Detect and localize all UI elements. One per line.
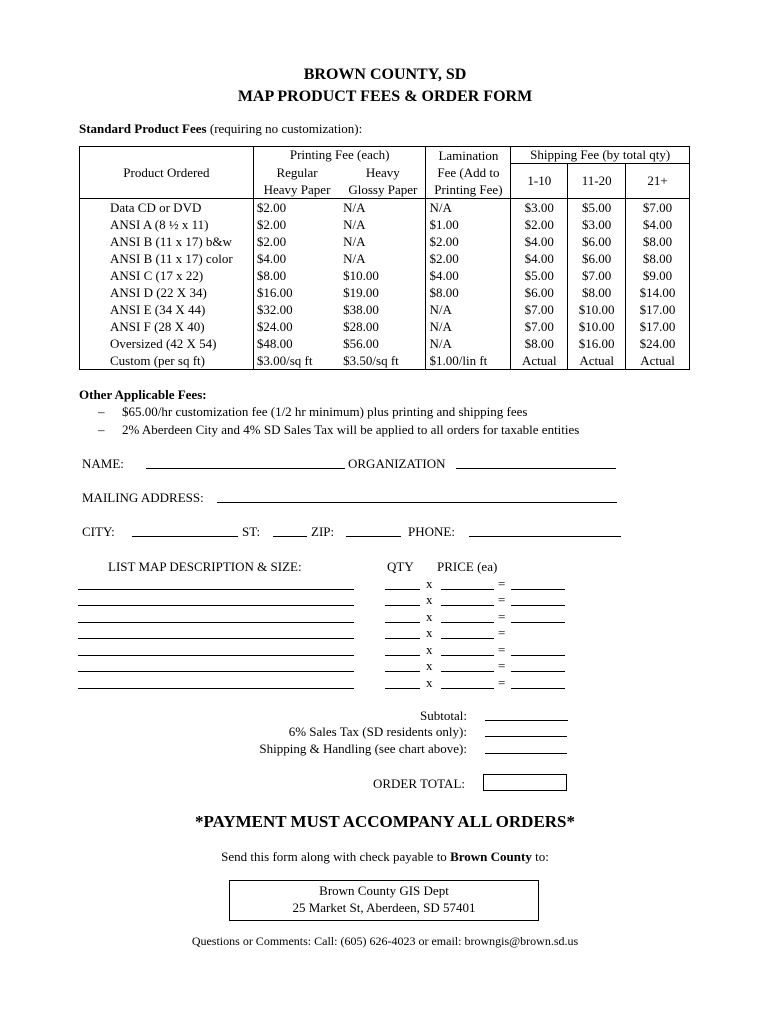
row-lam: N/A	[429, 319, 452, 334]
shipping-label: Shipping & Handling (see chart above):	[259, 741, 467, 756]
mailing-address-label: MAILING ADDRESS:	[82, 490, 204, 505]
row-regular: $4.00	[256, 251, 287, 266]
subtotal-label: Subtotal:	[420, 708, 467, 723]
other-fee-2: 2% Aberdeen City and 4% SD Sales Tax will be applied to all orders for taxable entities	[122, 422, 580, 437]
row-lam: $1.00/lin ft	[429, 353, 488, 368]
row-ship: $7.00	[642, 200, 673, 215]
organization-field[interactable]	[456, 468, 616, 469]
mailing-address-box	[229, 880, 539, 921]
row-lam: N/A	[429, 302, 452, 317]
name-field[interactable]	[146, 468, 345, 469]
row-lam: N/A	[429, 336, 452, 351]
col-ship-2	[568, 199, 626, 370]
line-total-field[interactable]	[511, 605, 565, 606]
header-printing: Printing Fee (each)	[253, 147, 426, 164]
row-ship: $3.00	[524, 200, 554, 215]
price-field[interactable]	[441, 688, 494, 689]
footer-contact: Questions or Comments: Call: (605) 626-4023 or email: browngis@brown.sd.us	[191, 934, 579, 948]
line-total-field[interactable]	[511, 622, 565, 623]
col-lamination	[426, 199, 511, 370]
description-field[interactable]	[78, 638, 354, 639]
row-ship: $24.00	[639, 336, 676, 351]
phone-field[interactable]	[469, 536, 621, 537]
subtotal-field[interactable]	[485, 720, 568, 721]
other-fee-1: $65.00/hr customization fee (1/2 hr minimum) plus printing and shipping fees	[122, 404, 528, 419]
address-line-1: Brown County GIS Dept	[319, 883, 449, 898]
standard-fees-bold: Standard Product Fees	[79, 121, 207, 136]
row-lam: $1.00	[429, 217, 459, 232]
qty-field[interactable]	[385, 605, 420, 606]
times-sign: x	[426, 675, 433, 690]
description-field[interactable]	[78, 688, 354, 689]
price-field[interactable]	[441, 589, 494, 590]
row-regular: $3.00/sq ft	[256, 353, 313, 368]
order-total-label: ORDER TOTAL:	[372, 776, 465, 791]
row-product: ANSI B (11 x 17) color	[110, 251, 233, 266]
times-sign: x	[426, 625, 433, 640]
col-ship-1	[511, 199, 568, 370]
line-total-field[interactable]	[511, 655, 565, 656]
row-regular: $48.00	[256, 336, 293, 351]
row-glossy: N/A	[343, 200, 366, 215]
row-lam: $4.00	[429, 268, 459, 283]
row-regular: $16.00	[256, 285, 293, 300]
row-product: Data CD or DVD	[110, 200, 202, 215]
row-ship: $17.00	[639, 319, 676, 334]
state-label: ST:	[242, 524, 261, 539]
equals-sign: =	[498, 642, 506, 657]
other-fees-heading: Other Applicable Fees:	[79, 387, 207, 402]
row-ship: $2.00	[524, 217, 554, 232]
header-regular: Regular Heavy Paper	[253, 164, 340, 199]
col-glossy	[340, 199, 426, 370]
row-lam: $8.00	[429, 285, 459, 300]
qty-label: QTY	[387, 559, 414, 574]
qty-field[interactable]	[385, 638, 420, 639]
qty-field[interactable]	[385, 671, 420, 672]
row-glossy: $3.50/sq ft	[343, 353, 399, 368]
qty-field[interactable]	[385, 688, 420, 689]
row-product: ANSI C (17 x 22)	[110, 268, 204, 283]
row-ship: $4.00	[524, 234, 554, 249]
row-ship: $4.00	[524, 251, 554, 266]
qty-field[interactable]	[385, 655, 420, 656]
row-ship: $5.00	[524, 268, 554, 283]
price-field[interactable]	[441, 638, 494, 639]
price-field[interactable]	[441, 605, 494, 606]
times-sign: x	[426, 592, 433, 607]
row-ship: Actual	[579, 353, 614, 368]
qty-field[interactable]	[385, 622, 420, 623]
row-regular: $24.00	[256, 319, 293, 334]
state-field[interactable]	[273, 536, 307, 537]
row-ship: Actual	[521, 353, 557, 368]
standard-fees-rest: (requiring no customization):	[206, 121, 363, 136]
line-total-field[interactable]	[511, 688, 565, 689]
row-product: ANSI F (28 X 40)	[110, 319, 205, 334]
other-dash-2: –	[98, 422, 105, 437]
row-ship: $8.00	[524, 336, 554, 351]
city-label: CITY:	[82, 524, 115, 539]
equals-sign: =	[498, 592, 506, 607]
sales-tax-label: 6% Sales Tax (SD residents only):	[288, 724, 467, 739]
phone-label: PHONE:	[408, 524, 455, 539]
row-ship: $17.00	[639, 302, 676, 317]
row-ship: $6.00	[582, 251, 612, 266]
times-sign: x	[426, 658, 433, 673]
row-regular: $8.00	[256, 268, 287, 283]
col-product	[80, 199, 254, 370]
title-line-1: BROWN COUNTY, SD	[303, 66, 467, 83]
equals-sign: =	[498, 675, 506, 690]
row-ship: Actual	[640, 353, 675, 368]
row-ship: $6.00	[524, 285, 554, 300]
times-sign: x	[426, 576, 433, 591]
row-ship: $10.00	[578, 319, 615, 334]
zip-label: ZIP:	[311, 524, 335, 539]
row-glossy: $56.00	[343, 336, 379, 351]
row-glossy: N/A	[343, 251, 366, 266]
address-line-2: 25 Market St, Aberdeen, SD 57401	[292, 900, 476, 915]
row-lam: N/A	[429, 200, 452, 215]
row-ship: $16.00	[578, 336, 615, 351]
equals-sign: =	[498, 658, 506, 673]
row-ship: $9.00	[642, 268, 673, 283]
description-field[interactable]	[78, 622, 354, 623]
zip-field[interactable]	[346, 536, 401, 537]
row-regular: $32.00	[256, 302, 293, 317]
standard-fees-label	[79, 121, 362, 137]
header-shipping: Shipping Fee (by total qty)	[511, 147, 690, 164]
price-label: PRICE (ea)	[437, 559, 498, 574]
row-product: ANSI A (8 ½ x 11)	[110, 217, 209, 232]
times-sign: x	[426, 609, 433, 624]
row-ship: $10.00	[578, 302, 615, 317]
row-lam: $2.00	[429, 251, 459, 266]
line-total-field[interactable]	[511, 671, 565, 672]
title-line-2: MAP PRODUCT FEES & ORDER FORM	[237, 88, 533, 105]
row-glossy: $28.00	[343, 319, 379, 334]
times-sign: x	[426, 642, 433, 657]
row-ship: $8.00	[582, 285, 612, 300]
header-product: Product Ordered	[80, 147, 254, 199]
row-product: Custom (per sq ft)	[110, 353, 205, 368]
row-ship: $4.00	[642, 217, 673, 232]
row-ship: $7.00	[582, 268, 612, 283]
row-ship: $7.00	[524, 319, 554, 334]
description-field[interactable]	[78, 589, 354, 590]
line-total-field[interactable]	[511, 589, 565, 590]
row-regular: $2.00	[256, 234, 287, 249]
header-glossy: Heavy Glossy Paper	[340, 164, 426, 199]
row-ship: $3.00	[582, 217, 612, 232]
description-field[interactable]	[78, 671, 354, 672]
header-qty-1-10: 1-10	[511, 164, 568, 199]
qty-field[interactable]	[385, 589, 420, 590]
other-dash-1: –	[98, 404, 105, 419]
description-field[interactable]	[78, 605, 354, 606]
row-glossy: $19.00	[343, 285, 379, 300]
col-ship-3	[626, 199, 690, 370]
row-ship: $8.00	[642, 251, 673, 266]
row-lam: $2.00	[429, 234, 459, 249]
list-description-label: LIST MAP DESCRIPTION & SIZE:	[108, 559, 302, 574]
sales-tax-field[interactable]	[485, 736, 567, 737]
description-field[interactable]	[78, 655, 354, 656]
header-qty-11-20: 11-20	[568, 164, 626, 199]
price-field[interactable]	[441, 622, 494, 623]
row-regular: $2.00	[256, 200, 287, 215]
name-label: NAME:	[82, 456, 124, 471]
row-product: ANSI D (22 X 34)	[110, 285, 207, 300]
equals-sign: =	[498, 625, 506, 640]
row-ship: $5.00	[582, 200, 612, 215]
fees-table	[79, 146, 690, 370]
send-instructions: Send this form along with check payable to Brown County to:	[221, 849, 549, 864]
city-field[interactable]	[132, 536, 238, 537]
equals-sign: =	[498, 576, 506, 591]
row-glossy: N/A	[343, 217, 366, 232]
row-ship: $8.00	[642, 234, 673, 249]
col-regular	[253, 199, 340, 370]
row-regular: $2.00	[256, 217, 287, 232]
row-ship: $6.00	[582, 234, 612, 249]
order-total-box[interactable]	[483, 774, 567, 791]
row-glossy: $10.00	[343, 268, 379, 283]
row-glossy: N/A	[343, 234, 366, 249]
price-field[interactable]	[441, 671, 494, 672]
organization-label: ORGANIZATION	[348, 456, 446, 471]
header-qty-21: 21+	[626, 164, 690, 199]
equals-sign: =	[498, 609, 506, 624]
row-product: ANSI E (34 X 44)	[110, 302, 206, 317]
price-field[interactable]	[441, 655, 494, 656]
shipping-field[interactable]	[485, 753, 567, 754]
row-product: ANSI B (11 x 17) b&w	[110, 234, 232, 249]
row-ship: $7.00	[524, 302, 554, 317]
row-glossy: $38.00	[343, 302, 379, 317]
payment-notice: *PAYMENT MUST ACCOMPANY ALL ORDERS*	[194, 812, 576, 831]
header-lamination: Lamination Fee (Add to Printing Fee)	[426, 147, 511, 199]
row-ship: $14.00	[639, 285, 676, 300]
mailing-address-field[interactable]	[217, 502, 617, 503]
row-product: Oversized (42 X 54)	[110, 336, 217, 351]
payee-name: Brown County	[450, 849, 532, 864]
